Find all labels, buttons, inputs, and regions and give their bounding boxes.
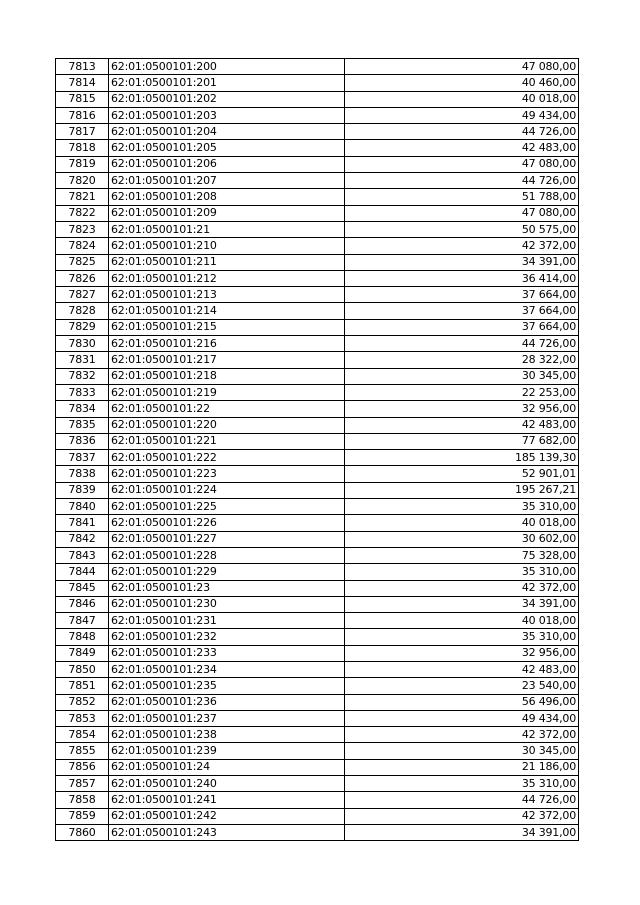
row-number-cell: 7830 bbox=[56, 336, 109, 352]
table-row bbox=[56, 270, 579, 286]
cadastral-number-cell: 62:01:0500101:216 bbox=[109, 336, 345, 352]
cadastral-number-cell: 62:01:0500101:21 bbox=[109, 221, 345, 237]
row-number-cell: 7823 bbox=[56, 221, 109, 237]
table-row bbox=[56, 727, 579, 743]
cadastral-number-cell: 62:01:0500101:235 bbox=[109, 678, 345, 694]
table-row bbox=[56, 140, 579, 156]
cadastral-number-cell: 62:01:0500101:215 bbox=[109, 319, 345, 335]
value-cell: 32 956,00 bbox=[345, 645, 579, 661]
value-cell: 22 253,00 bbox=[345, 384, 579, 400]
table-row bbox=[56, 254, 579, 270]
value-cell: 42 483,00 bbox=[345, 417, 579, 433]
table-row bbox=[56, 759, 579, 775]
value-cell: 52 901,01 bbox=[345, 466, 579, 482]
cadastral-number-cell: 62:01:0500101:236 bbox=[109, 694, 345, 710]
value-cell: 37 664,00 bbox=[345, 303, 579, 319]
row-number-cell: 7854 bbox=[56, 727, 109, 743]
row-number-cell: 7838 bbox=[56, 466, 109, 482]
value-cell: 42 372,00 bbox=[345, 580, 579, 596]
cadastral-number-cell: 62:01:0500101:206 bbox=[109, 156, 345, 172]
row-number-cell: 7824 bbox=[56, 238, 109, 254]
row-number-cell: 7816 bbox=[56, 107, 109, 123]
table-row bbox=[56, 433, 579, 449]
row-number-cell: 7849 bbox=[56, 645, 109, 661]
table-row bbox=[56, 564, 579, 580]
cadastral-value-table bbox=[55, 58, 579, 841]
table-row bbox=[56, 776, 579, 792]
row-number-cell: 7833 bbox=[56, 384, 109, 400]
table-row bbox=[56, 156, 579, 172]
row-number-cell: 7847 bbox=[56, 613, 109, 629]
row-number-cell: 7821 bbox=[56, 189, 109, 205]
row-number-cell: 7856 bbox=[56, 759, 109, 775]
cadastral-number-cell: 62:01:0500101:202 bbox=[109, 91, 345, 107]
cadastral-number-cell: 62:01:0500101:230 bbox=[109, 596, 345, 612]
cadastral-number-cell: 62:01:0500101:212 bbox=[109, 270, 345, 286]
table-row bbox=[56, 417, 579, 433]
row-number-cell: 7855 bbox=[56, 743, 109, 759]
row-number-cell: 7839 bbox=[56, 482, 109, 498]
table-row bbox=[56, 75, 579, 91]
table-row bbox=[56, 629, 579, 645]
table-row bbox=[56, 336, 579, 352]
row-number-cell: 7819 bbox=[56, 156, 109, 172]
table-row bbox=[56, 319, 579, 335]
cadastral-number-cell: 62:01:0500101:203 bbox=[109, 107, 345, 123]
row-number-cell: 7848 bbox=[56, 629, 109, 645]
row-number-cell: 7834 bbox=[56, 401, 109, 417]
table-row bbox=[56, 515, 579, 531]
value-cell: 44 726,00 bbox=[345, 173, 579, 189]
cadastral-number-cell: 62:01:0500101:210 bbox=[109, 238, 345, 254]
row-number-cell: 7828 bbox=[56, 303, 109, 319]
table-row bbox=[56, 499, 579, 515]
table-row bbox=[56, 808, 579, 824]
value-cell: 21 186,00 bbox=[345, 759, 579, 775]
value-cell: 40 460,00 bbox=[345, 75, 579, 91]
row-number-cell: 7836 bbox=[56, 433, 109, 449]
cadastral-number-cell: 62:01:0500101:226 bbox=[109, 515, 345, 531]
value-cell: 32 956,00 bbox=[345, 401, 579, 417]
value-cell: 56 496,00 bbox=[345, 694, 579, 710]
table-row bbox=[56, 596, 579, 612]
cadastral-number-cell: 62:01:0500101:234 bbox=[109, 661, 345, 677]
cadastral-number-cell: 62:01:0500101:237 bbox=[109, 710, 345, 726]
row-number-cell: 7843 bbox=[56, 547, 109, 563]
value-cell: 28 322,00 bbox=[345, 352, 579, 368]
table-row bbox=[56, 107, 579, 123]
table-row bbox=[56, 238, 579, 254]
table-row bbox=[56, 645, 579, 661]
cadastral-number-cell: 62:01:0500101:240 bbox=[109, 776, 345, 792]
value-cell: 44 726,00 bbox=[345, 336, 579, 352]
row-number-cell: 7860 bbox=[56, 824, 109, 840]
row-number-cell: 7815 bbox=[56, 91, 109, 107]
value-cell: 34 391,00 bbox=[345, 254, 579, 270]
cadastral-number-cell: 62:01:0500101:217 bbox=[109, 352, 345, 368]
value-cell: 75 328,00 bbox=[345, 547, 579, 563]
value-cell: 34 391,00 bbox=[345, 596, 579, 612]
cadastral-number-cell: 62:01:0500101:200 bbox=[109, 59, 345, 75]
cadastral-number-cell: 62:01:0500101:213 bbox=[109, 287, 345, 303]
value-cell: 77 682,00 bbox=[345, 433, 579, 449]
cadastral-number-cell: 62:01:0500101:218 bbox=[109, 368, 345, 384]
table-row bbox=[56, 743, 579, 759]
cadastral-number-cell: 62:01:0500101:219 bbox=[109, 384, 345, 400]
row-number-cell: 7846 bbox=[56, 596, 109, 612]
value-cell: 42 483,00 bbox=[345, 661, 579, 677]
value-cell: 37 664,00 bbox=[345, 319, 579, 335]
table-row bbox=[56, 384, 579, 400]
row-number-cell: 7851 bbox=[56, 678, 109, 694]
cadastral-number-cell: 62:01:0500101:22 bbox=[109, 401, 345, 417]
table-row bbox=[56, 613, 579, 629]
row-number-cell: 7852 bbox=[56, 694, 109, 710]
cadastral-number-cell: 62:01:0500101:243 bbox=[109, 824, 345, 840]
table-row bbox=[56, 531, 579, 547]
table-row bbox=[56, 450, 579, 466]
table-row bbox=[56, 710, 579, 726]
cadastral-number-cell: 62:01:0500101:225 bbox=[109, 499, 345, 515]
cadastral-number-cell: 62:01:0500101:233 bbox=[109, 645, 345, 661]
value-cell: 37 664,00 bbox=[345, 287, 579, 303]
table-row bbox=[56, 661, 579, 677]
table-row bbox=[56, 173, 579, 189]
value-cell: 40 018,00 bbox=[345, 91, 579, 107]
cadastral-number-cell: 62:01:0500101:241 bbox=[109, 792, 345, 808]
value-cell: 30 345,00 bbox=[345, 368, 579, 384]
row-number-cell: 7844 bbox=[56, 564, 109, 580]
row-number-cell: 7818 bbox=[56, 140, 109, 156]
row-number-cell: 7832 bbox=[56, 368, 109, 384]
table-row bbox=[56, 824, 579, 840]
value-cell: 49 434,00 bbox=[345, 710, 579, 726]
table-row bbox=[56, 91, 579, 107]
cadastral-number-cell: 62:01:0500101:204 bbox=[109, 124, 345, 140]
cadastral-number-cell: 62:01:0500101:222 bbox=[109, 450, 345, 466]
cadastral-number-cell: 62:01:0500101:220 bbox=[109, 417, 345, 433]
table-row bbox=[56, 303, 579, 319]
cadastral-number-cell: 62:01:0500101:23 bbox=[109, 580, 345, 596]
row-number-cell: 7835 bbox=[56, 417, 109, 433]
row-number-cell: 7817 bbox=[56, 124, 109, 140]
table-row bbox=[56, 189, 579, 205]
row-number-cell: 7859 bbox=[56, 808, 109, 824]
value-cell: 42 372,00 bbox=[345, 238, 579, 254]
value-cell: 49 434,00 bbox=[345, 107, 579, 123]
row-number-cell: 7842 bbox=[56, 531, 109, 547]
value-cell: 34 391,00 bbox=[345, 824, 579, 840]
cadastral-number-cell: 62:01:0500101:227 bbox=[109, 531, 345, 547]
cadastral-number-cell: 62:01:0500101:229 bbox=[109, 564, 345, 580]
cadastral-number-cell: 62:01:0500101:223 bbox=[109, 466, 345, 482]
table-row bbox=[56, 368, 579, 384]
table-row bbox=[56, 482, 579, 498]
value-cell: 42 372,00 bbox=[345, 727, 579, 743]
value-cell: 35 310,00 bbox=[345, 564, 579, 580]
value-cell: 35 310,00 bbox=[345, 776, 579, 792]
value-cell: 51 788,00 bbox=[345, 189, 579, 205]
table-row bbox=[56, 401, 579, 417]
row-number-cell: 7845 bbox=[56, 580, 109, 596]
cadastral-number-cell: 62:01:0500101:24 bbox=[109, 759, 345, 775]
cadastral-number-cell: 62:01:0500101:205 bbox=[109, 140, 345, 156]
cadastral-number-cell: 62:01:0500101:201 bbox=[109, 75, 345, 91]
cadastral-number-cell: 62:01:0500101:239 bbox=[109, 743, 345, 759]
value-cell: 35 310,00 bbox=[345, 499, 579, 515]
value-cell: 195 267,21 bbox=[345, 482, 579, 498]
value-cell: 50 575,00 bbox=[345, 221, 579, 237]
value-cell: 36 414,00 bbox=[345, 270, 579, 286]
table-row bbox=[56, 580, 579, 596]
table-row bbox=[56, 352, 579, 368]
row-number-cell: 7820 bbox=[56, 173, 109, 189]
row-number-cell: 7829 bbox=[56, 319, 109, 335]
table-row bbox=[56, 205, 579, 221]
value-cell: 30 602,00 bbox=[345, 531, 579, 547]
table-row bbox=[56, 694, 579, 710]
value-cell: 185 139,30 bbox=[345, 450, 579, 466]
row-number-cell: 7814 bbox=[56, 75, 109, 91]
value-cell: 44 726,00 bbox=[345, 124, 579, 140]
value-cell: 35 310,00 bbox=[345, 629, 579, 645]
row-number-cell: 7841 bbox=[56, 515, 109, 531]
value-cell: 40 018,00 bbox=[345, 515, 579, 531]
row-number-cell: 7857 bbox=[56, 776, 109, 792]
row-number-cell: 7813 bbox=[56, 59, 109, 75]
table-row bbox=[56, 678, 579, 694]
cadastral-number-cell: 62:01:0500101:232 bbox=[109, 629, 345, 645]
row-number-cell: 7827 bbox=[56, 287, 109, 303]
cadastral-number-cell: 62:01:0500101:208 bbox=[109, 189, 345, 205]
cadastral-number-cell: 62:01:0500101:242 bbox=[109, 808, 345, 824]
row-number-cell: 7831 bbox=[56, 352, 109, 368]
table-row bbox=[56, 287, 579, 303]
table-row bbox=[56, 466, 579, 482]
value-cell: 42 483,00 bbox=[345, 140, 579, 156]
row-number-cell: 7837 bbox=[56, 450, 109, 466]
row-number-cell: 7858 bbox=[56, 792, 109, 808]
cadastral-number-cell: 62:01:0500101:207 bbox=[109, 173, 345, 189]
value-cell: 42 372,00 bbox=[345, 808, 579, 824]
value-cell: 40 018,00 bbox=[345, 613, 579, 629]
value-cell: 30 345,00 bbox=[345, 743, 579, 759]
value-cell: 44 726,00 bbox=[345, 792, 579, 808]
value-cell: 47 080,00 bbox=[345, 156, 579, 172]
row-number-cell: 7826 bbox=[56, 270, 109, 286]
cadastral-number-cell: 62:01:0500101:228 bbox=[109, 547, 345, 563]
cadastral-number-cell: 62:01:0500101:221 bbox=[109, 433, 345, 449]
value-cell: 23 540,00 bbox=[345, 678, 579, 694]
value-cell: 47 080,00 bbox=[345, 59, 579, 75]
cadastral-number-cell: 62:01:0500101:209 bbox=[109, 205, 345, 221]
cadastral-number-cell: 62:01:0500101:224 bbox=[109, 482, 345, 498]
table-row bbox=[56, 124, 579, 140]
row-number-cell: 7825 bbox=[56, 254, 109, 270]
table-row bbox=[56, 59, 579, 75]
value-cell: 47 080,00 bbox=[345, 205, 579, 221]
table-row bbox=[56, 792, 579, 808]
table-body bbox=[56, 59, 579, 841]
cadastral-number-cell: 62:01:0500101:214 bbox=[109, 303, 345, 319]
row-number-cell: 7840 bbox=[56, 499, 109, 515]
table-row bbox=[56, 221, 579, 237]
table-row bbox=[56, 547, 579, 563]
cadastral-number-cell: 62:01:0500101:211 bbox=[109, 254, 345, 270]
row-number-cell: 7822 bbox=[56, 205, 109, 221]
row-number-cell: 7850 bbox=[56, 661, 109, 677]
cadastral-number-cell: 62:01:0500101:238 bbox=[109, 727, 345, 743]
cadastral-number-cell: 62:01:0500101:231 bbox=[109, 613, 345, 629]
row-number-cell: 7853 bbox=[56, 710, 109, 726]
